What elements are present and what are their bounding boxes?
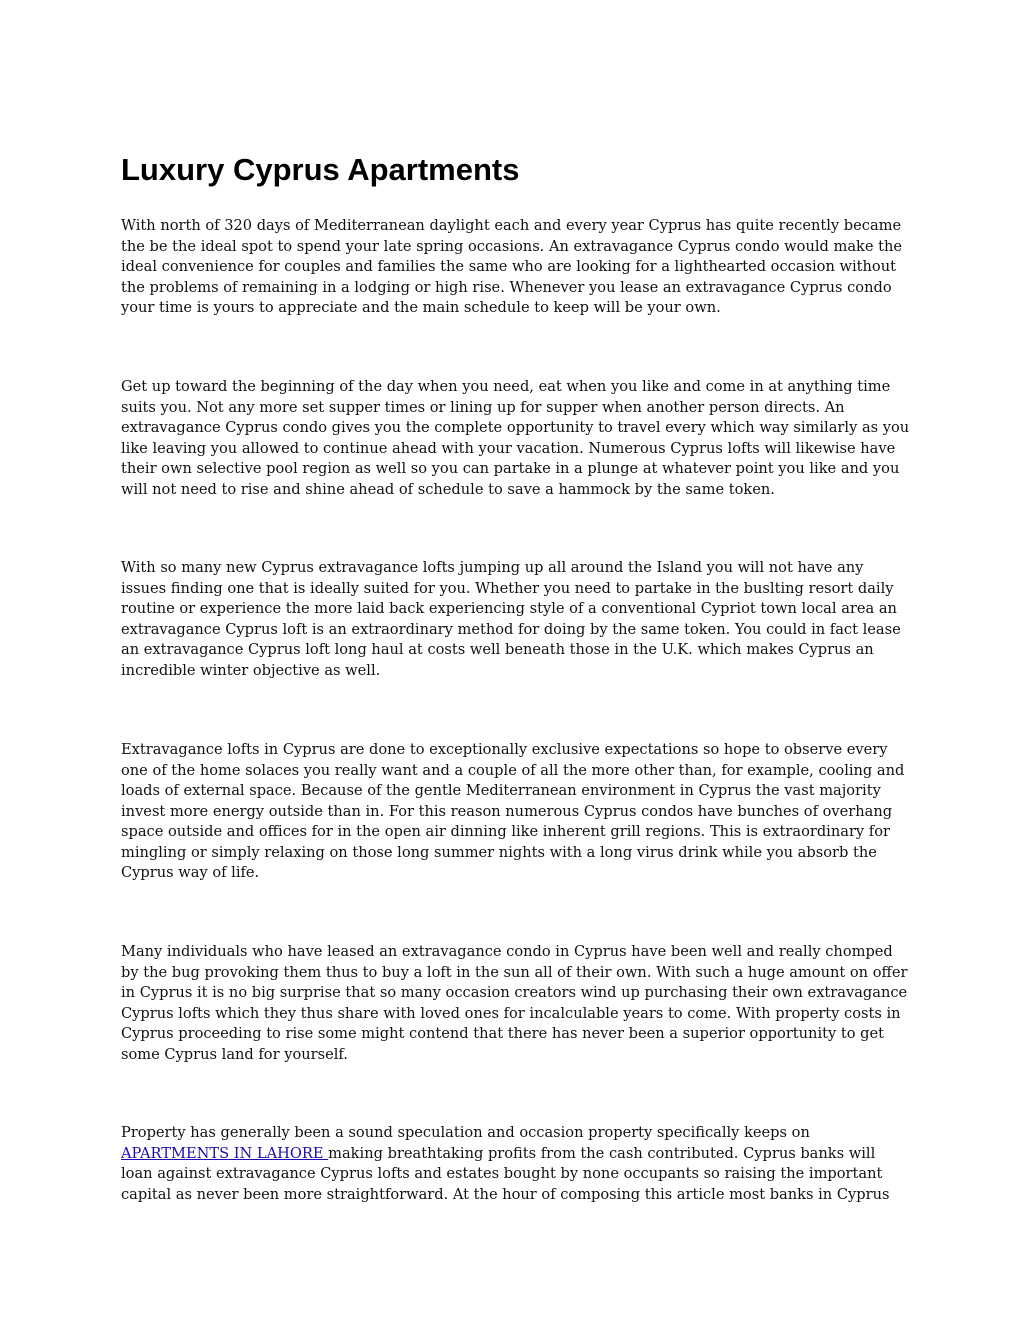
paragraph-2: Get up toward the beginning of the day when you need, eat when you like and come in at anything time suits you. Not any more set supper times or lining up for supper when another person directs. An extravagance Cyprus condo gives you the complete opportunity to travel every which way similarly as you like leaving you allowed to continue ahead with your vacation. Numerous Cyprus lofts will likewise have their own selective pool region as well so you can partake in a plunge at whatever point you like and you will not need to rise and shine ahead of schedule to save a hammock by the same token. <box>121 378 910 498</box>
paragraph-1: With north of 320 days of Mediterranean daylight each and every year Cyprus has quite recently became the be the ideal spot to spend your late spring occasions. An extravagance Cyprus condo would make the ideal convenience for couples and families the same who are looking for a lighthearted occasion without the problems of remaining in a lodging or high rise. Whenever you lease an extravagance Cyprus condo your time is yours to appreciate and the main schedule to keep will be your own. <box>121 217 903 316</box>
page-title: Luxury Cyprus Apartments <box>121 152 520 187</box>
paragraph-5: Many individuals who have leased an extravagance condo in Cyprus have been well and really chomped by the bug provoking them thus to buy a loft in the sun all of their own. With such a huge amount on offer in Cyprus it is no big surprise that so many occasion creators wind up purchasing their own extravagance Cyprus lofts which they thus share with loved ones for incalculable years to come. With property costs in Cyprus proceeding to rise some might contend that there has never been a superior opportunity to get some Cyprus land for yourself. <box>121 943 908 1063</box>
paragraph-6-text-before-link: Property has generally been a sound speculation and occasion property specifically keeps on <box>121 1124 810 1141</box>
paragraph-6 <box>121 1123 911 1205</box>
apartments-in-lahore-link[interactable]: APARTMENTS IN LAHORE <box>121 1144 329 1162</box>
paragraph-6-text-after-link: making breathtaking profits from the cash contributed. Cyprus banks will loan against extravagance Cyprus lofts and estates bought by none occupants so raising the important capital as never been more straightforward. At the hour of composing this article most banks in Cyprus <box>121 1144 890 1203</box>
paragraph-3: With so many new Cyprus extravagance lofts jumping up all around the Island you will not have any issues finding one that is ideally suited for you. Whether you need to partake in the buslting resort daily routine or experience the more laid back experiencing style of a conventional Cypriot town local area an extravagance Cyprus loft is an extraordinary method for doing by the same token. You could in fact lease an extravagance Cyprus loft long haul at costs well beneath those in the U.K. which makes Cyprus an incredible winter objective as well. <box>121 559 901 679</box>
paragraph-4: Extravagance lofts in Cyprus are done to exceptionally exclusive expectations so hope to observe every one of the home solaces you really want and a couple of all the more other than, for example, cooling and loads of external space. Because of the gentle Mediterranean environment in Cyprus the vast majority invest more energy outside than in. For this reason numerous Cyprus condos have bunches of overhang space outside and offices for in the open air dinning like inherent grill regions. This is extraordinary for mingling or simply relaxing on those long summer nights with a long virus drink while you absorb the Cyprus way of life. <box>121 741 905 881</box>
